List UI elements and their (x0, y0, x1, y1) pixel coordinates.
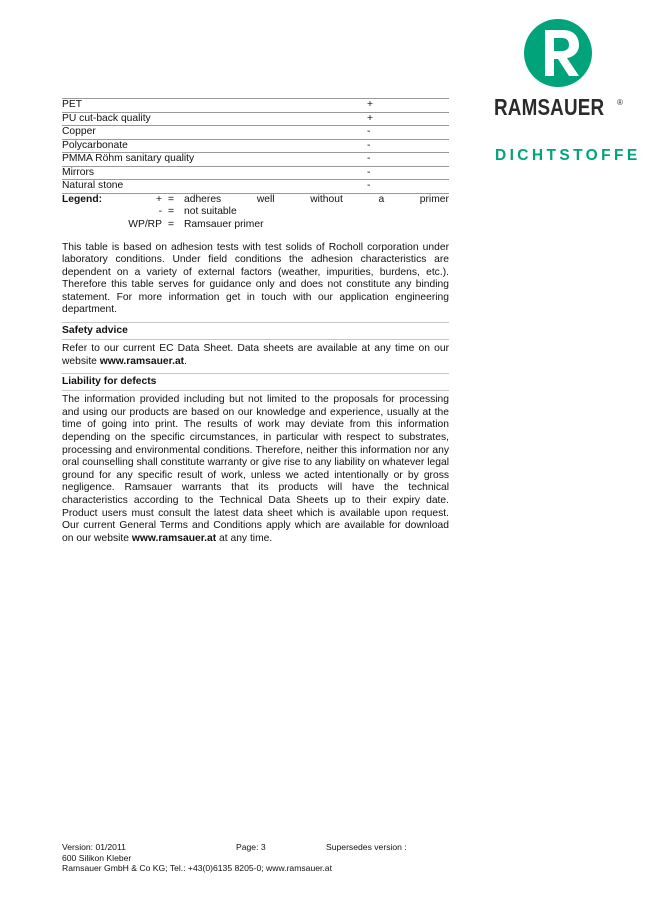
disclaimer-paragraph: This table is based on adhesion tests with test solids of Rocholl corporation under laboratory conditions. Under field conditions the adhesion characteristics are dependent on a variety of external factors (weather, impurities, burdens, etc.). Therefore this table serves for guidance only and does not constitute any binding statement. For more information get in touch with our application engineering department. (62, 241, 449, 316)
table-row (62, 112, 449, 126)
ramsauer-r-logo-icon (523, 18, 593, 88)
liability-heading: Liability for defects (62, 376, 157, 388)
adhesion-table (62, 98, 449, 194)
brand-tagline: DICHTSTOFFE (495, 147, 641, 164)
footer-company: Ramsauer GmbH & Co KG; Tel.: +43(0)6135 8205-0; www.ramsauer.at (62, 863, 332, 874)
legend-symbol: + (155, 193, 162, 205)
legend-symbol: WP/RP (128, 218, 162, 230)
table-row (62, 99, 449, 113)
footer-page: Page: 3 (236, 842, 266, 852)
main-content (62, 98, 449, 545)
page-footer (62, 842, 462, 874)
substrate-cell: PET (62, 99, 367, 113)
substrate-cell: PMMA Röhm sanitary quality (62, 153, 367, 167)
brand-name: RAMSAUER (494, 94, 605, 120)
legend-description: Ramsauer primer (184, 218, 264, 230)
adhesion-value-cell: - (367, 126, 449, 140)
table-row (62, 153, 449, 167)
divider (62, 339, 449, 340)
substrate-cell: Polycarbonate (62, 139, 367, 153)
table-row (62, 126, 449, 140)
legend-word: a (378, 193, 385, 205)
table-row (62, 166, 449, 180)
website-link[interactable]: www.ramsauer.at (99, 355, 185, 367)
website-link[interactable]: www.ramsauer.at (131, 532, 217, 544)
legend-description: not suitable (184, 206, 237, 218)
adhesion-value-cell: + (367, 112, 449, 126)
legend-description (184, 194, 449, 207)
safety-text-end: . (184, 355, 187, 367)
legend (62, 194, 449, 234)
liability-text-end: at any time. (216, 532, 273, 544)
legend-equals: = (168, 218, 175, 230)
adhesion-value-cell: - (367, 153, 449, 167)
table-row (62, 139, 449, 153)
safety-paragraph (62, 343, 449, 368)
footer-supersedes: Supersedes version : (326, 842, 407, 852)
safety-heading: Safety advice (62, 325, 128, 337)
legend-word: without (310, 193, 343, 205)
legend-word: well (256, 193, 275, 205)
table-row (62, 180, 449, 194)
legend-word: primer (419, 193, 449, 205)
adhesion-value-cell: + (367, 99, 449, 113)
footer-version: Version: 01/2011 (62, 842, 126, 852)
substrate-cell: Mirrors (62, 166, 367, 180)
legend-symbol: - (158, 206, 162, 218)
legend-equals: = (168, 206, 175, 218)
adhesion-value-cell: - (367, 139, 449, 153)
substrate-cell: PU cut-back quality (62, 112, 367, 126)
footer-product: 600 Silikon Kleber (62, 852, 132, 863)
liability-paragraph (62, 394, 449, 545)
substrate-cell: Copper (62, 126, 367, 140)
safety-text: Refer to our current EC Data Sheet. Data sheets are available at any time on our website (62, 343, 449, 367)
substrate-cell: Natural stone (62, 180, 367, 194)
legend-label: Legend: (62, 193, 103, 205)
adhesion-value-cell: - (367, 166, 449, 180)
registered-mark: ® (617, 98, 623, 107)
divider (62, 390, 449, 391)
legend-word: adheres (184, 193, 222, 205)
adhesion-value-cell: - (367, 180, 449, 194)
legend-equals: = (168, 193, 175, 205)
liability-text: The information provided including but not limited to the proposals for processing and using our products are based on our knowledge and experience, usually at the time of going into print. The results of work may deviate from this information depending on the specific circumstances, in particular with respect to substrates, processing and environmental conditions. Therefore, neither this information nor any oral counselling shall constitute warranty or give rise to any liability on whatever legal ground for any specific result of work, unless we acted intentionally or by gross negligence. Ramsauer warrants that its products will have the technical characteristics according to the Technical Data Sheets up to their expiry date. Product users must consult the latest data sheet which is available upon request. Our current General Terms and Conditions apply which are available for download on our website (62, 394, 449, 544)
